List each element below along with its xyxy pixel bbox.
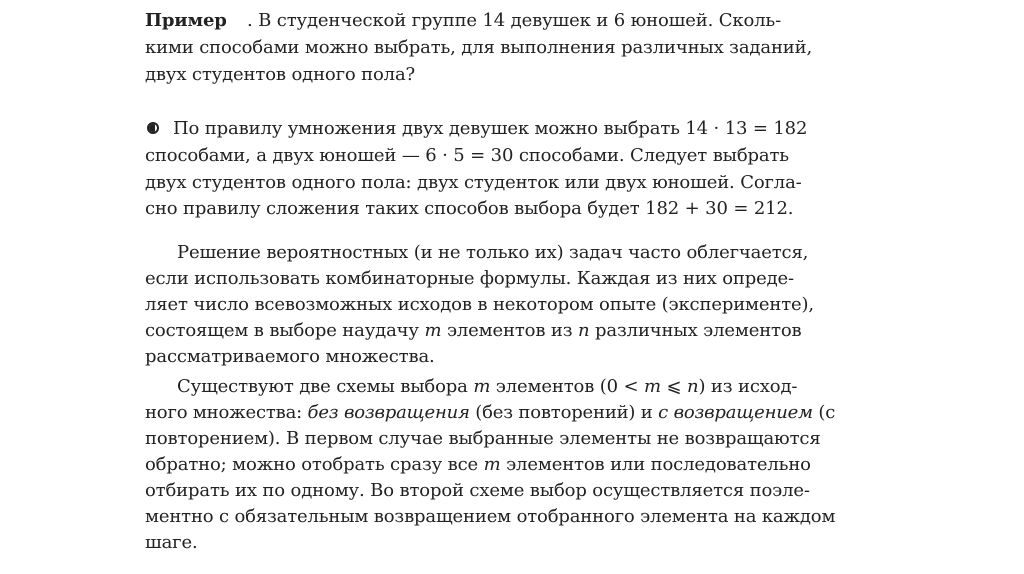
solution-line-3: двух студентов одного пола: двух студенток или двух юношей. Согла- [145, 172, 802, 193]
paragraph2-line-3: повторением). В первом случае выбранные элементы не возвращаются [145, 428, 821, 449]
emphasis-with-return: с возвращением [658, 402, 813, 423]
math-var-m: m [424, 320, 442, 341]
math-var-m: m [473, 376, 491, 397]
paragraph2-line-6: ментно с обязательным возвращением отобранного элемента на каждом [145, 506, 836, 527]
paragraph2-line-4 [145, 452, 835, 478]
paragraph2-text-2a: ного множества: [145, 402, 308, 423]
example-text-1: . В студенческой группе 14 девушек и 6 юношей. Сколь- [247, 10, 782, 31]
paragraph2-text-4a: обратно; можно отобрать сразу все [145, 454, 484, 475]
paragraph1-text-4b: элементов из [441, 320, 579, 341]
paragraph2-text-2c: (с [812, 402, 836, 423]
solution-text-1: По правилу умножения двух девушек можно выбрать 14 · 13 = 182 [173, 118, 808, 139]
paragraph2-text-1c: ⩽ [660, 376, 688, 397]
paragraph1-line-1: Решение вероятностных (и не только их) задач часто облегчается, [177, 242, 809, 263]
emphasis-without-return: без возвращения [307, 402, 470, 423]
math-var-m: m [644, 376, 661, 397]
example-label: Пример [145, 10, 227, 31]
math-var-n: n [687, 376, 699, 397]
paragraph1-text-4c: различных элементов [589, 320, 802, 341]
paragraph1-line-3: ляет число всевозможных исходов в некотором опыте (эксперименте), [145, 294, 815, 315]
paragraph1-text-4a: состоящем в выборе наудачу [145, 320, 425, 341]
example-line-1 [145, 8, 835, 34]
solution-line-4: сно правилу сложения таких способов выбора будет 182 + 30 = 212. [145, 198, 794, 219]
paragraph1-line-5: рассматриваемого множества. [145, 346, 435, 367]
paragraph1-line-4 [145, 318, 835, 344]
solution-line-1 [145, 116, 835, 142]
math-var-n: n [578, 320, 590, 341]
math-var-m: m [483, 454, 501, 475]
half-filled-circle-icon [147, 122, 159, 134]
example-line-2: кими способами можно выбрать, для выполнения различных заданий, [145, 37, 813, 58]
paragraph2-line-1 [177, 374, 835, 400]
paragraph2-text-1a: Существуют две схемы выбора [177, 376, 474, 397]
example-line-3: двух студентов одного пола? [145, 64, 416, 85]
paragraph2-text-1b: элементов (0 < [490, 376, 645, 397]
paragraph2-line-2 [145, 400, 835, 426]
paragraph2-line-5: отбирать их по одному. Во второй схеме выбор осуществляется поэле- [145, 480, 810, 501]
paragraph2-text-4b: элементов или последовательно [500, 454, 811, 475]
solution-line-2: способами, а двух юношей — 6 · 5 = 30 способами. Следует выбрать [145, 145, 789, 166]
paragraph2-text-1d: ) из исход- [698, 376, 798, 397]
paragraph1-line-2: если использовать комбинаторные формулы. Каждая из них опреде- [145, 268, 794, 289]
paragraph2-line-7: шаге. [145, 532, 198, 553]
paragraph2-text-2b: (без повторений) и [469, 402, 659, 423]
